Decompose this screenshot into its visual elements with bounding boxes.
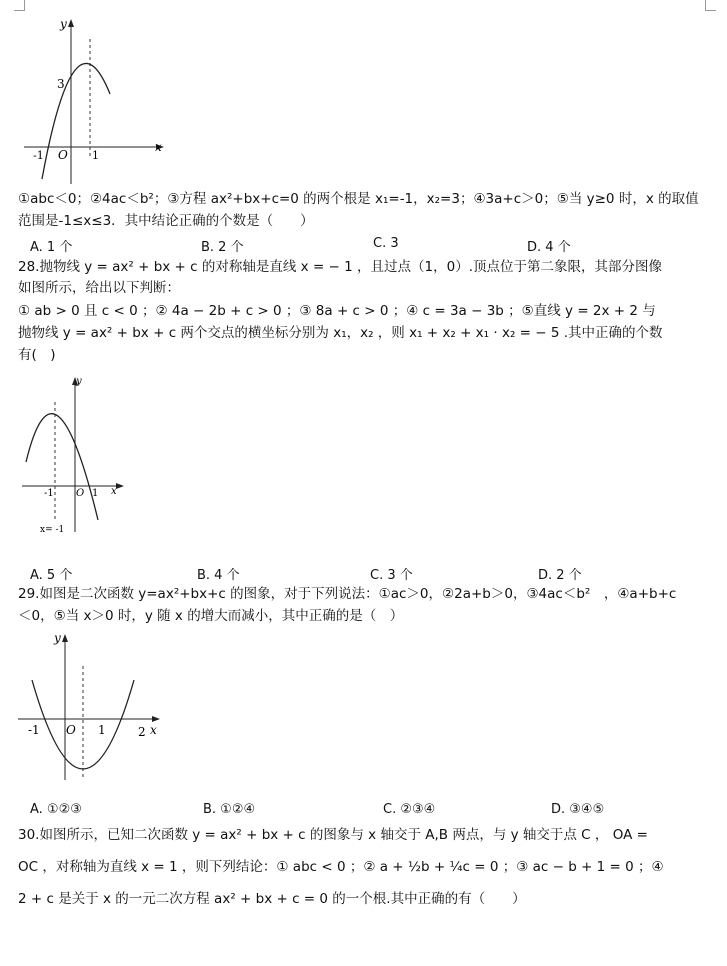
q28-parabola <box>26 414 98 520</box>
q28-statement-line-5: 有( ) <box>18 347 56 363</box>
q27-tick-neg1: -1 <box>33 149 44 162</box>
corner-mark-left <box>14 0 25 11</box>
q30-statement-line-3: 2 + c 是关于 x 的一元二次方程 ax² + bx + c = 0 的一个根.其中正确的有（ ） <box>18 891 526 907</box>
q28-statement-line-3: ① ab > 0 且 c < 0 ；② 4a − 2b + c > 0 ；③ 8a + c > 0 ；④ c = 3a − 3b ；⑤直线 y = 2x + 2 与 <box>18 303 656 319</box>
q28-x-arrow <box>116 483 124 489</box>
q28-x-label: x <box>111 486 117 497</box>
q27-option-d: D. 4 个 <box>527 240 571 255</box>
q27-origin: O <box>58 148 68 162</box>
q28-statement-line-4: 抛物线 y = ax² + bx + c 两个交点的横坐标分别为 x₁，x₂ ，则 x₁ + x₂ + x₁ · x₂ = − 5 .其中正确的个数 <box>18 325 663 341</box>
q28-option-d: D. 2 个 <box>538 568 582 583</box>
q29-statement-line-1: 29.如图是二次函数 y=ax²+bx+c 的图象，对于下列说法：①ac＞0，②2a+b＞0，③4ac＜b² ，④a+b+c <box>18 586 677 602</box>
q29-tick-1: 1 <box>98 723 106 737</box>
q27-option-c: C. 3 <box>373 236 399 251</box>
q28-statement-line-2: 如图所示，给出以下判断： <box>18 280 180 296</box>
q29-option-a: A. ①②③ <box>30 802 82 817</box>
q29-y-label: y <box>54 631 61 645</box>
q27-option-b: B. 2 个 <box>201 240 244 255</box>
q29-y-arrow <box>62 634 68 642</box>
q27-y-arrow <box>68 19 74 27</box>
corner-mark-right <box>705 0 716 11</box>
q28-y-label: y <box>76 376 82 387</box>
q28-origin: O <box>76 488 85 499</box>
q27-tick-1: 1 <box>92 149 99 162</box>
q27-x-label: x <box>155 140 162 154</box>
q28-option-a: A. 5 个 <box>30 568 73 583</box>
q28-tick-neg1: -1 <box>44 488 54 499</box>
q27-tick-3: 3 <box>57 77 65 91</box>
q29-option-d: D. ③④⑤ <box>551 802 605 817</box>
q29-origin: O <box>66 723 76 737</box>
q28-statement-line-1: 28.抛物线 y = ax² + bx + c 的对称轴是直线 x = − 1 ，且过点（1，0）.顶点位于第二象限，其部分图像 <box>18 259 663 275</box>
q29-x-label: x <box>150 723 157 737</box>
q29-option-b: B. ①②④ <box>203 802 256 817</box>
q29-x-arrow <box>152 716 160 722</box>
q28-tick-1: 1 <box>92 488 99 499</box>
q28-option-c: C. 3 个 <box>370 568 413 583</box>
q28-graph <box>18 372 128 540</box>
q27-parabola <box>42 63 110 179</box>
q27-statement-line-2: 范围是-1≤x≤3．其中结论正确的个数是（ ） <box>18 213 314 229</box>
q29-tick-2: 2 <box>138 725 146 739</box>
q28-option-b: B. 4 个 <box>197 568 240 583</box>
q29-parabola <box>32 680 134 769</box>
q27-y-label: y <box>60 17 67 31</box>
q30-statement-line-2: OC ，对称轴为直线 x = 1 ，则下列结论：① abc < 0 ；② a + ½b + ¼c = 0 ；③ ac − b + 1 = 0 ；④ <box>18 859 664 875</box>
q29-option-c: C. ②③④ <box>383 802 436 817</box>
q29-statement-line-2: ＜0，⑤当 x＞0 时，y 随 x 的增大而减小，其中正确的是（ ） <box>18 608 404 624</box>
q27-graph <box>18 14 168 190</box>
q27-statement-line-1: ①abc＜0；②4ac＜b²；③方程 ax²+bx+c=0 的两个根是 x₁=-1，x₂=3；④3a+c＞0；⑤当 y≥0 时，x 的取值 <box>18 191 699 207</box>
q30-statement-line-1: 30.如图所示，已知二次函数 y = ax² + bx + c 的图象与 x 轴交于 A,B 两点，与 y 轴交于点 C ， OA = <box>18 827 648 843</box>
q29-graph <box>14 628 169 788</box>
q27-option-a: A. 1 个 <box>30 240 73 255</box>
q29-tick-neg1: -1 <box>28 723 40 737</box>
q28-symmetry-label: x= -1 <box>40 525 65 535</box>
